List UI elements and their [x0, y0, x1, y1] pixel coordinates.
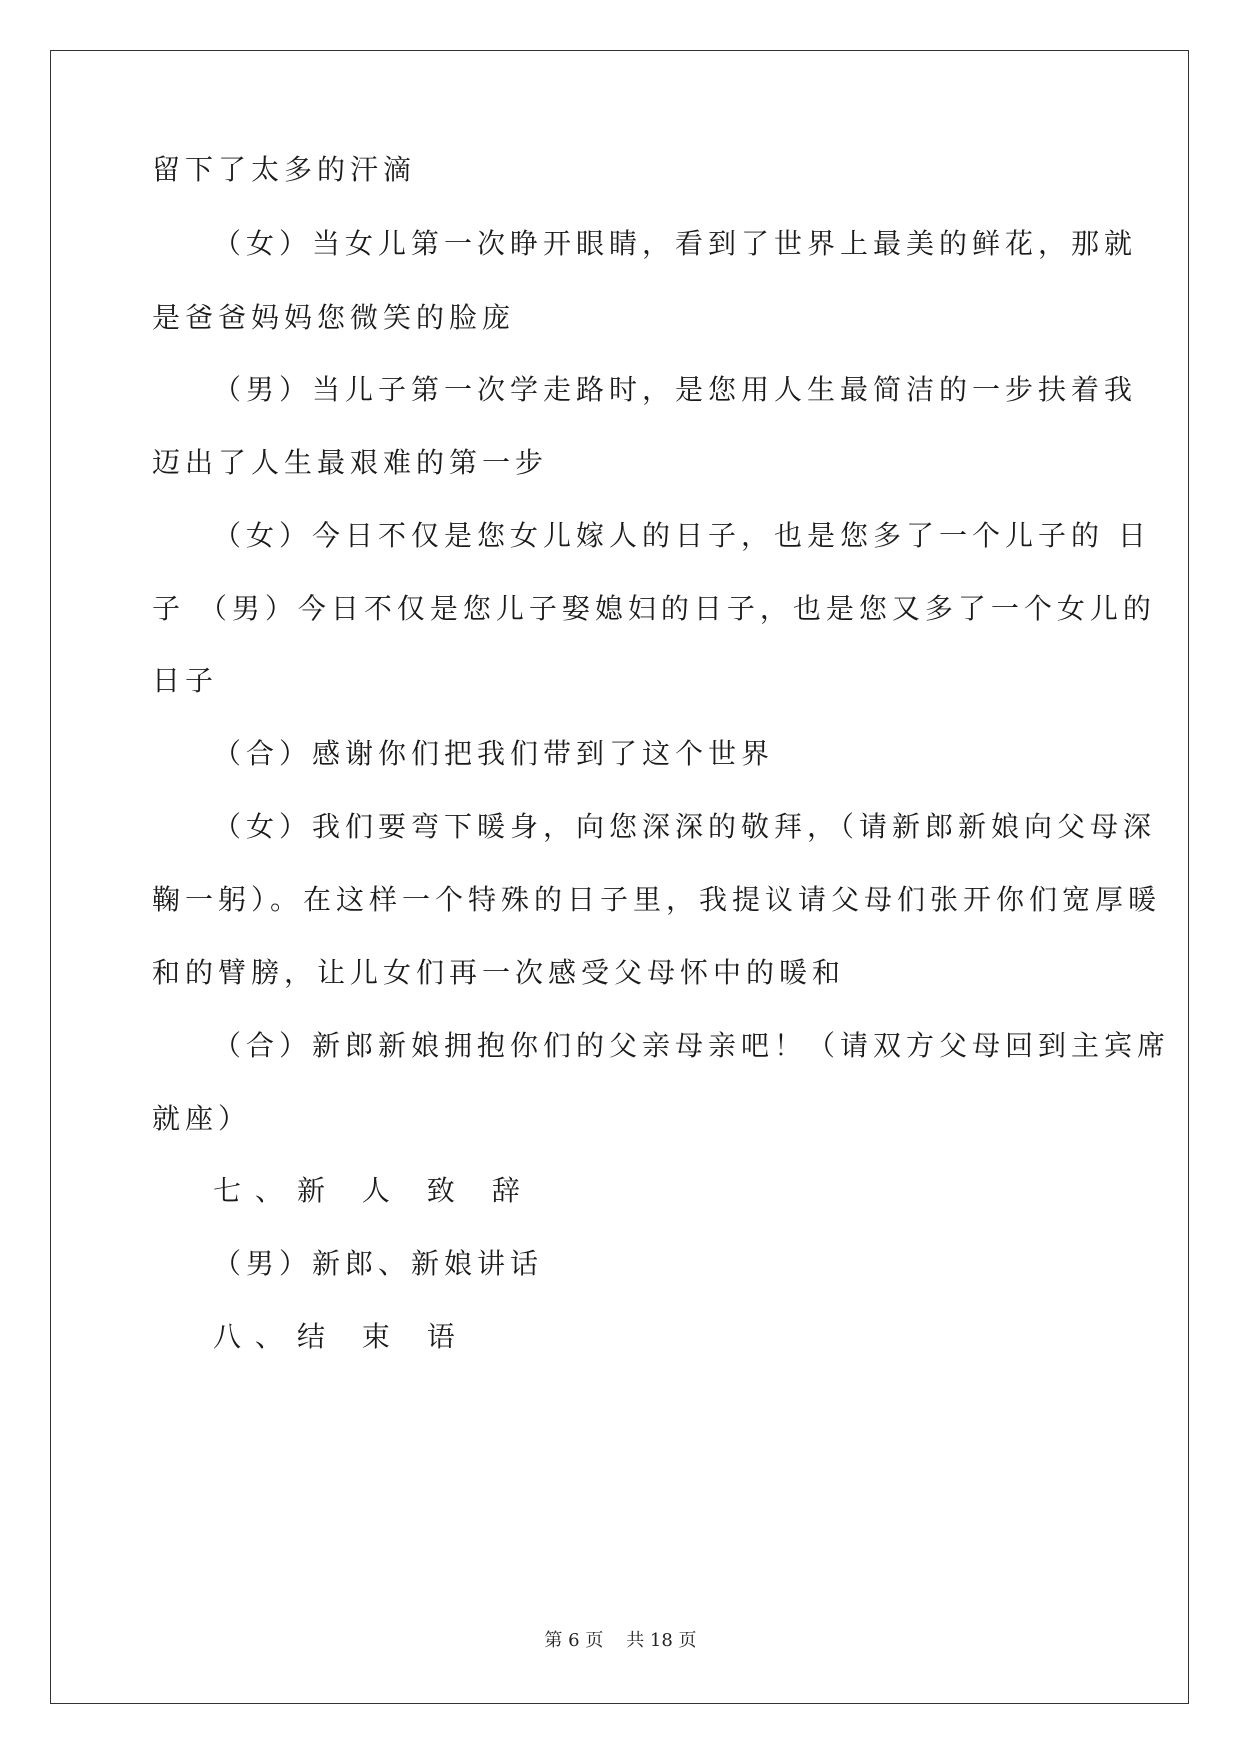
- text-line: 留下了太多的汗滴: [152, 153, 417, 186]
- text-line: 就座）: [152, 1102, 252, 1135]
- text-line: （男）当儿子第一次学走路时，是您用人生最简洁的一步扶着我: [213, 373, 1138, 406]
- text-line: （合）新郎新娘拥抱你们的父亲母亲吧！（请双方父母回到主宾席: [213, 1029, 1171, 1062]
- text-line: （合）感谢你们把我们带到了这个世界: [213, 737, 775, 770]
- text-line: 和的臂膀，让儿女们再一次感受父母怀中的暖和: [152, 956, 846, 989]
- text-line: （男）新郎、新娘讲话: [213, 1247, 544, 1280]
- text-line: （女）当女儿第一次睁开眼睛，看到了世界上最美的鲜花，那就: [213, 227, 1138, 260]
- page-footer: 第 6 页 共 18 页: [544, 1630, 697, 1651]
- text-line: 是爸爸妈妈您微笑的脸庞: [152, 301, 516, 334]
- section-heading: 七、新 人 致 辞: [213, 1174, 534, 1207]
- text-line: 子 （男）今日不仅是您儿子娶媳妇的日子，也是您又多了一个女儿的: [152, 592, 1156, 625]
- text-line: 迈出了人生最艰难的第一步: [152, 446, 549, 479]
- text-line: 鞠一躬）。在这样一个特殊的日子里，我提议请父母们张开你们宽厚暖: [152, 883, 1162, 916]
- text-line: （女）我们要弯下暖身，向您深深的敬拜，（请新郎新娘向父母深: [213, 810, 1157, 843]
- text-line: 日子: [152, 664, 219, 697]
- section-heading: 八、结 束 语: [213, 1320, 469, 1353]
- text-line: （女）今日不仅是您女儿嫁人的日子，也是您多了一个儿子的 日: [213, 519, 1151, 552]
